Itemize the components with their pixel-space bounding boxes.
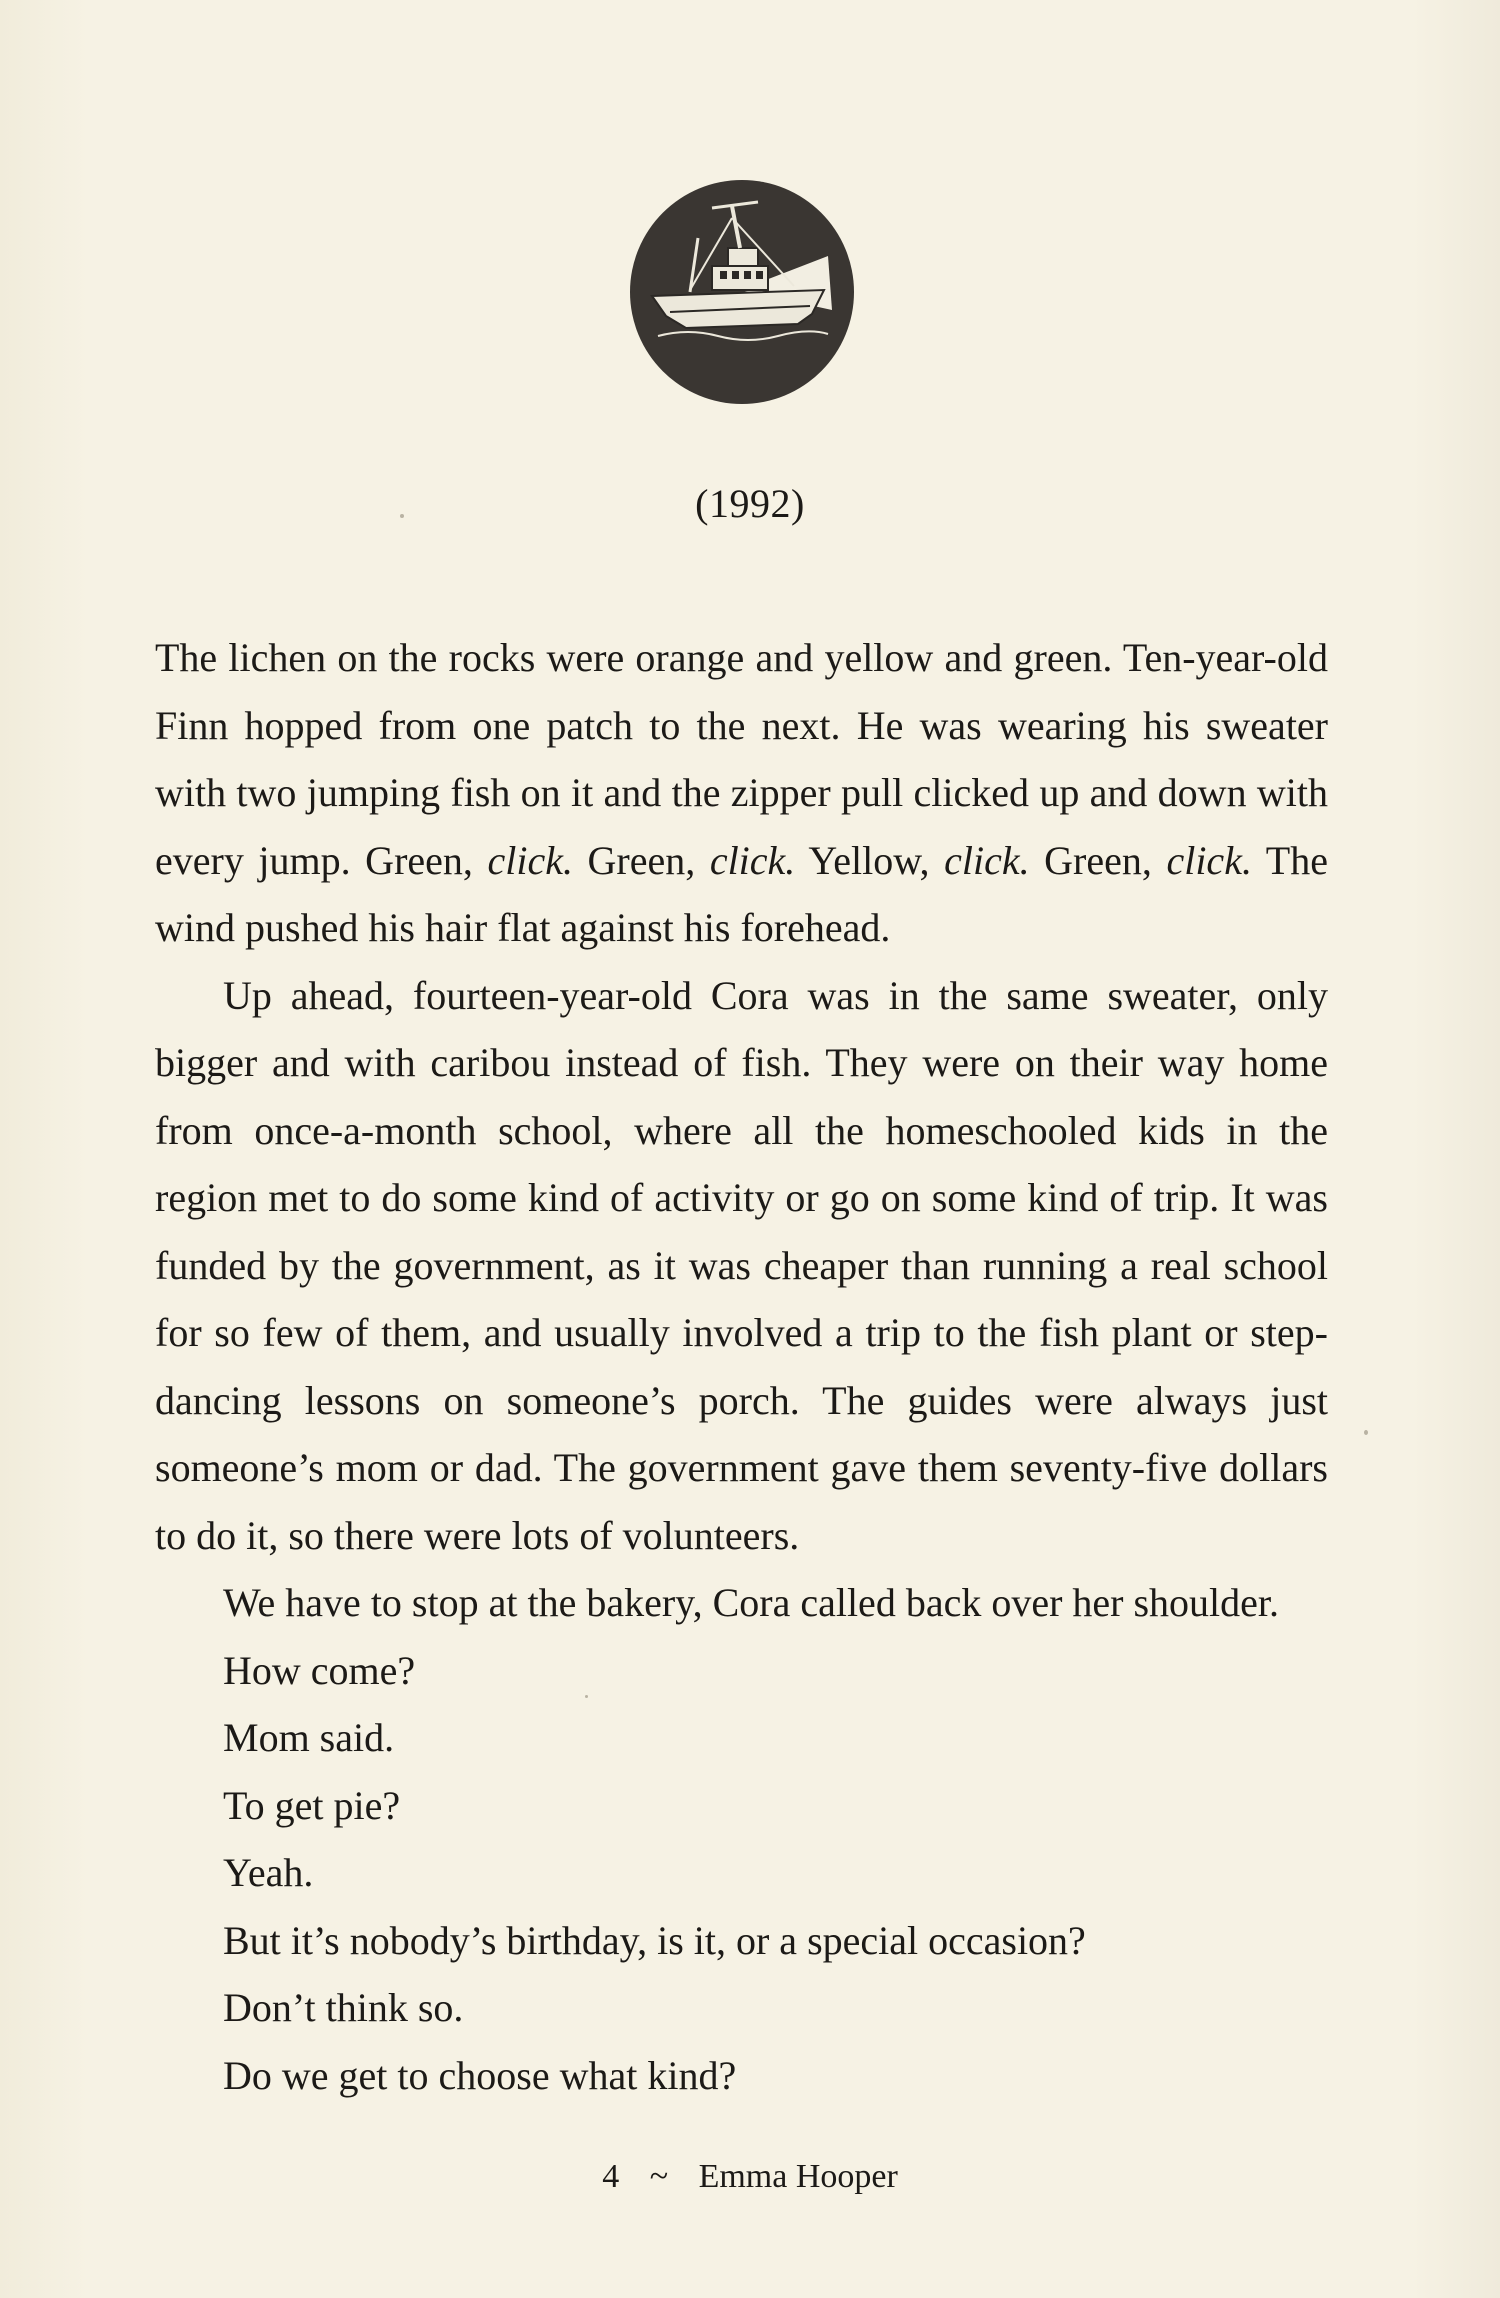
dialogue-line: Don’t think so.: [223, 1985, 464, 2030]
chapter-body: [155, 624, 1328, 2109]
paragraph-2: Up ahead, fourteen-year-old Cora was in the same sweater, only bigger and with caribou instead of fish. They were on their way home from once-a-month school, where all the homeschooled kids in the region met to do some kind of activity or go on some kind of trip. It was funded by the government, as it was cheaper than running a real school for so few of them, and usually involved a trip to the fish plant or step-dancing lessons on someone’s porch. The guides were always just someone’s mom or dad. The government gave them seventy-five dollars to do it, so there were lots of volunteers.: [155, 972, 1328, 1558]
dialogue-line: We have to stop at the bakery, Cora called back over her shoulder.: [223, 1580, 1280, 1625]
footer-separator: ~: [649, 2158, 669, 2195]
dialogue-line: Yeah.: [223, 1850, 314, 1895]
dialogue-line: How come?: [223, 1647, 416, 1693]
fishing-boat-lighthouse-icon: [628, 178, 856, 406]
dialogue-line: Do we get to choose what kind?: [223, 2052, 737, 2098]
paper-speck: [400, 514, 404, 518]
page-number: 4: [602, 2158, 620, 2195]
paper-speck: [1364, 1430, 1368, 1435]
dialogue-line: But it’s nobody’s birthday, is it, or a special occasion?: [223, 1917, 1086, 1963]
author-name: Emma Hooper: [698, 2158, 898, 2195]
page-footer: [0, 2158, 1500, 2196]
paragraph-1: The lichen on the rocks were orange and yellow and green. Ten-year-old Finn hopped from one patch to the next. He was wearing his sweater with two jumping fish on it and the zipper pull clicked up and down with every jump. Green, click. Green, click. Yellow, click. Green, click. The wind pushed his hair flat against his forehead.: [155, 635, 1328, 950]
dialogue-line: Mom said.: [223, 1715, 395, 1760]
dialogue-line: To get pie?: [223, 1782, 401, 1828]
paper-speck: [585, 1695, 588, 1698]
chapter-year-heading: (1992): [695, 481, 805, 526]
